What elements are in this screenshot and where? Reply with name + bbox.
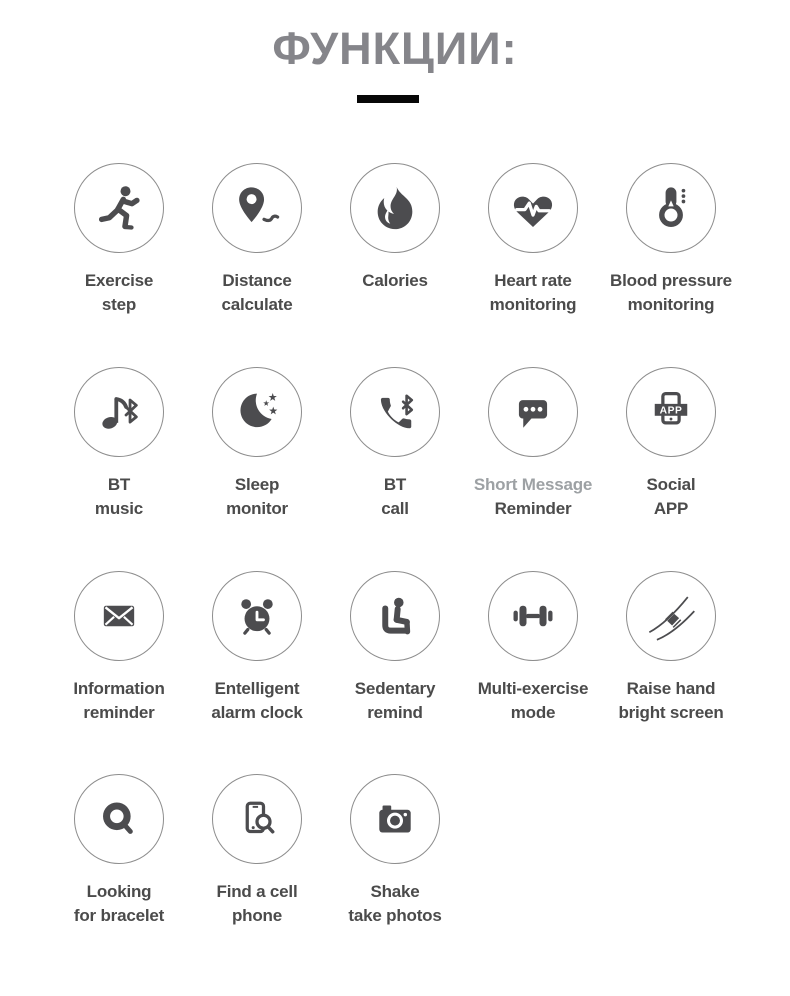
feature-label-line: reminder — [83, 703, 155, 722]
icon-circle — [488, 571, 578, 661]
dumbbell-icon — [507, 590, 559, 642]
feature-label — [217, 880, 298, 928]
feature-label-line: take photos — [348, 906, 442, 925]
feature-social-app — [602, 367, 740, 521]
feature-heart-rate-monitoring — [464, 163, 602, 317]
feature-label — [618, 677, 723, 725]
icon-circle — [212, 774, 302, 864]
icon-circle — [626, 571, 716, 661]
feature-label — [381, 473, 409, 521]
feature-label-line: monitor — [226, 499, 288, 518]
feature-label-line: Blood pressure — [610, 271, 732, 290]
feature-row-4 — [50, 774, 740, 928]
feature-exercise-step — [50, 163, 188, 317]
feature-label-line: Distance — [222, 271, 292, 290]
app-badge-text: APP — [659, 405, 683, 417]
feature-calories — [326, 163, 464, 317]
feature-label-line: Raise hand — [626, 679, 716, 698]
page-title: ФУНКЦИИ: — [272, 23, 518, 74]
feature-label — [95, 473, 143, 521]
icon-circle — [626, 367, 716, 457]
feature-label-line: remind — [367, 703, 423, 722]
feature-label — [74, 880, 164, 928]
chat-bubble-icon — [507, 386, 559, 438]
icon-circle — [350, 367, 440, 457]
icon-circle — [488, 163, 578, 253]
phone-bluetooth-icon — [369, 386, 421, 438]
heart-pulse-icon — [507, 182, 559, 234]
feature-label — [348, 880, 441, 928]
feature-label-line: for bracelet — [73, 906, 165, 925]
feature-label-line: BT — [383, 475, 407, 494]
feature-looking-for-bracelet — [50, 774, 188, 928]
feature-find-a-cell-phone — [188, 774, 326, 928]
phone-app-badge-icon — [645, 386, 697, 438]
feature-label-line: step — [101, 295, 137, 314]
icon-circle — [212, 571, 302, 661]
icon-circle — [74, 774, 164, 864]
feature-label — [490, 269, 577, 317]
feature-label-line: Reminder — [494, 499, 572, 518]
icon-circle — [74, 163, 164, 253]
feature-label-line: Information — [73, 679, 165, 698]
feature-label-line: Multi-exercise — [477, 679, 589, 698]
feature-information-reminder — [50, 571, 188, 725]
magnifier-icon — [93, 793, 145, 845]
feature-label-line: call — [381, 499, 409, 518]
feature-entelligent-alarm-clock — [188, 571, 326, 725]
feature-row-3 — [50, 571, 740, 725]
moon-stars-icon — [231, 386, 283, 438]
sitting-person-icon — [369, 590, 421, 642]
feature-label-line: Entelligent — [214, 679, 300, 698]
icon-circle — [212, 163, 302, 253]
feature-label — [478, 677, 589, 725]
feature-row-1 — [50, 163, 740, 317]
feature-label-line: phone — [232, 906, 282, 925]
phone-magnifier-icon — [231, 793, 283, 845]
feature-label-line: Find a cell — [216, 882, 298, 901]
feature-label-line: Calories — [362, 271, 428, 290]
feature-label-line: Sedentary — [354, 679, 436, 698]
icon-circle — [74, 571, 164, 661]
feature-distance-calculate — [188, 163, 326, 317]
feature-label-line: Shake — [370, 882, 420, 901]
icon-circle — [488, 367, 578, 457]
feature-label-line: Sleep — [234, 475, 280, 494]
icon-circle — [74, 367, 164, 457]
feature-label-line: calculate — [221, 295, 293, 314]
feature-label-line: mode — [510, 703, 556, 722]
feature-label — [610, 269, 732, 317]
feature-label-line: bright screen — [618, 703, 724, 722]
feature-short-message-reminder — [464, 367, 602, 521]
feature-label — [226, 473, 288, 521]
feature-label — [85, 269, 153, 317]
feature-label-line: music — [94, 499, 144, 518]
feature-label-line: Heart rate — [494, 271, 572, 290]
icon-circle — [212, 367, 302, 457]
feature-label-line: Social — [646, 475, 696, 494]
runner-icon — [93, 182, 145, 234]
feature-label — [355, 677, 435, 725]
feature-label — [474, 473, 592, 521]
feature-row-2 — [50, 367, 740, 521]
feature-label — [647, 473, 696, 521]
feature-label-line: APP — [653, 499, 689, 518]
flame-icon — [369, 182, 421, 234]
feature-label — [222, 269, 293, 317]
feature-label — [73, 677, 164, 725]
feature-sleep-monitor — [188, 367, 326, 521]
feature-label-line: monitoring — [489, 295, 577, 314]
feature-raise-hand-bright-screen — [602, 571, 740, 725]
feature-label-line: Short Message — [473, 475, 593, 494]
icon-circle — [350, 571, 440, 661]
feature-label-line: BT — [107, 475, 131, 494]
icon-circle — [350, 163, 440, 253]
music-note-bluetooth-icon — [93, 386, 145, 438]
feature-bt-music — [50, 367, 188, 521]
camera-icon — [369, 793, 421, 845]
feature-label-line: Exercise — [84, 271, 154, 290]
feature-blood-pressure-monitoring — [602, 163, 740, 317]
feature-label — [362, 269, 428, 293]
feature-bt-call — [326, 367, 464, 521]
icon-circle — [350, 774, 440, 864]
title-underline-dash — [357, 95, 419, 103]
feature-label-line: monitoring — [627, 295, 715, 314]
feature-label-line: alarm clock — [211, 703, 303, 722]
alarm-clock-icon — [231, 590, 283, 642]
raised-wrist-band-icon — [645, 590, 697, 642]
feature-multi-exercise-mode — [464, 571, 602, 725]
feature-label-line: Looking — [86, 882, 152, 901]
envelope-icon — [93, 590, 145, 642]
pressure-gauge-icon — [645, 182, 697, 234]
location-pin-icon — [231, 182, 283, 234]
feature-shake-take-photos — [326, 774, 464, 928]
feature-label — [211, 677, 302, 725]
icon-circle — [626, 163, 716, 253]
feature-sedentary-remind — [326, 571, 464, 725]
